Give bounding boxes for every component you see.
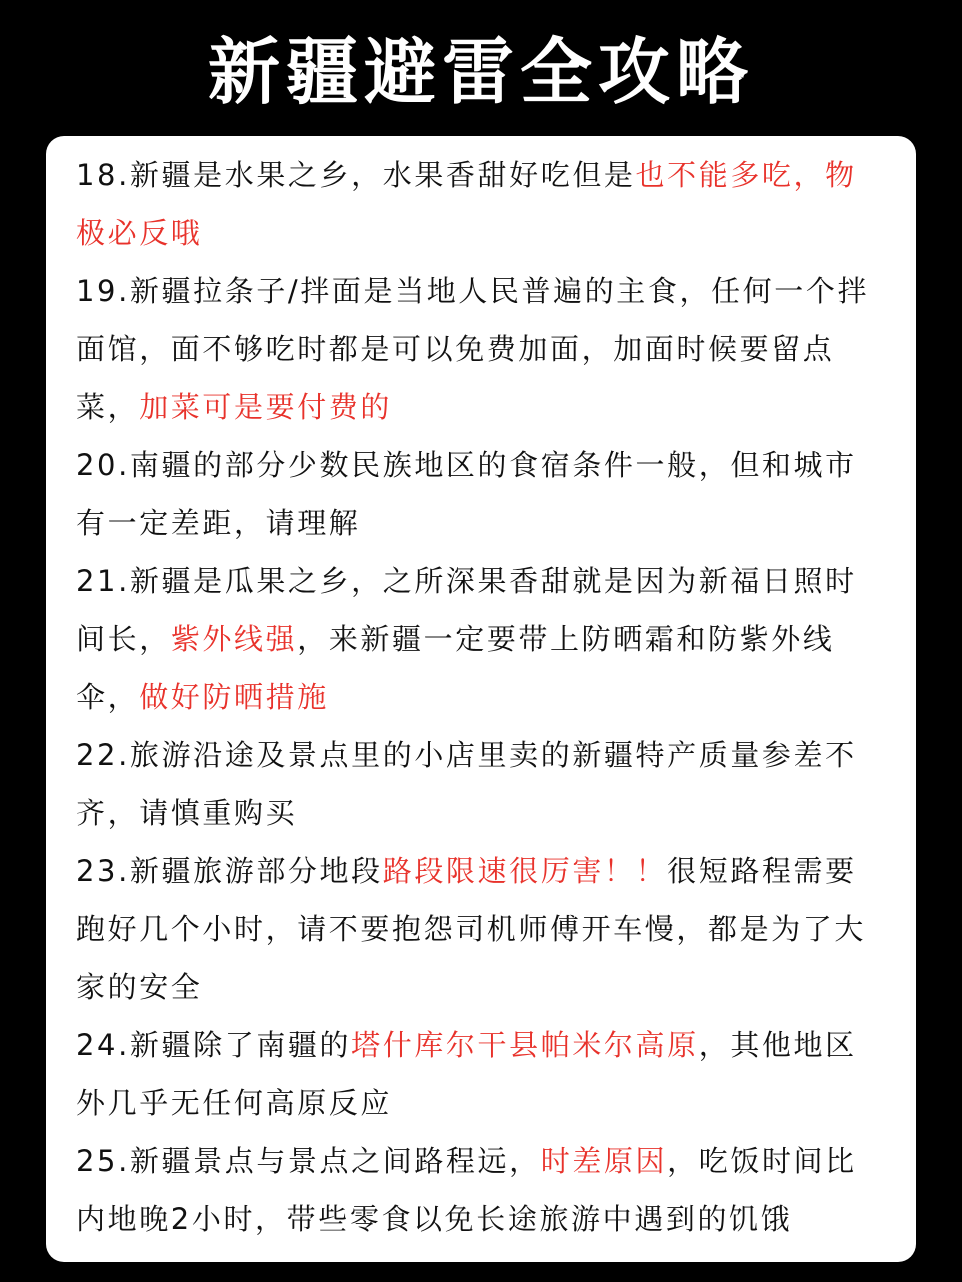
tip-text: 19.新疆拉条子/拌面是当地人民普遍的主食，任何一个拌面馆，面不够吃时都是可以免费加面，加面时候要留点菜，: [76, 274, 870, 424]
tip-text: 24.新疆除了南疆的: [76, 1028, 352, 1062]
page-title: 新疆避雷全攻略: [207, 30, 754, 114]
tip-highlight: 紫外线强: [170, 622, 298, 656]
tip-text: 25.新疆景点与景点之间路程远，: [76, 1144, 541, 1178]
tip-highlight: 路段限速很厉害！！: [382, 854, 668, 888]
tip-highlight: 塔什库尔干县帕米尔高原: [351, 1028, 699, 1062]
tip-text: ，其他地区外几乎无任何高原反应: [76, 1028, 857, 1120]
tip-highlight: 也不能多吃，物极必反哦: [76, 158, 857, 250]
tip-item: [76, 726, 888, 842]
tip-item: [76, 1132, 888, 1248]
tip-item: [76, 842, 888, 1016]
tip-highlight: 加菜可是要付费的: [139, 390, 393, 424]
content-card: [46, 136, 916, 1262]
tip-text: ，吃饭时间比内地晚2小时，带些零食以免长途旅游中遇到的饥饿: [76, 1144, 857, 1236]
tip-text: 20.南疆的部分少数民族地区的食宿条件一般，但和城市有一定差距，请理解: [76, 448, 857, 540]
tip-text: ，来新疆一定要带上防晒霜和防紫外线伞，: [76, 622, 835, 714]
tip-text: 18.新疆是水果之乡，水果香甜好吃但是: [76, 158, 636, 192]
tip-item: [76, 552, 888, 726]
tip-text: 22.旅游沿途及景点里的小店里卖的新疆特产质量参差不齐，请慎重购买: [76, 738, 857, 830]
tip-item: [76, 262, 888, 436]
tip-item: [76, 436, 888, 552]
tip-item: [76, 1016, 888, 1132]
tip-text: 21.新疆是瓜果之乡，之所深果香甜就是因为新福日照时间长，: [76, 564, 857, 656]
tip-text: 23.新疆旅游部分地段: [76, 854, 383, 888]
tip-item: [76, 146, 888, 262]
tip-text: 很短路程需要跑好几个小时，请不要抱怨司机师傅开车慢，都是为了大家的安全: [76, 854, 867, 1004]
tip-highlight: 时差原因: [540, 1144, 668, 1178]
tip-highlight: 做好防晒措施: [139, 680, 329, 714]
